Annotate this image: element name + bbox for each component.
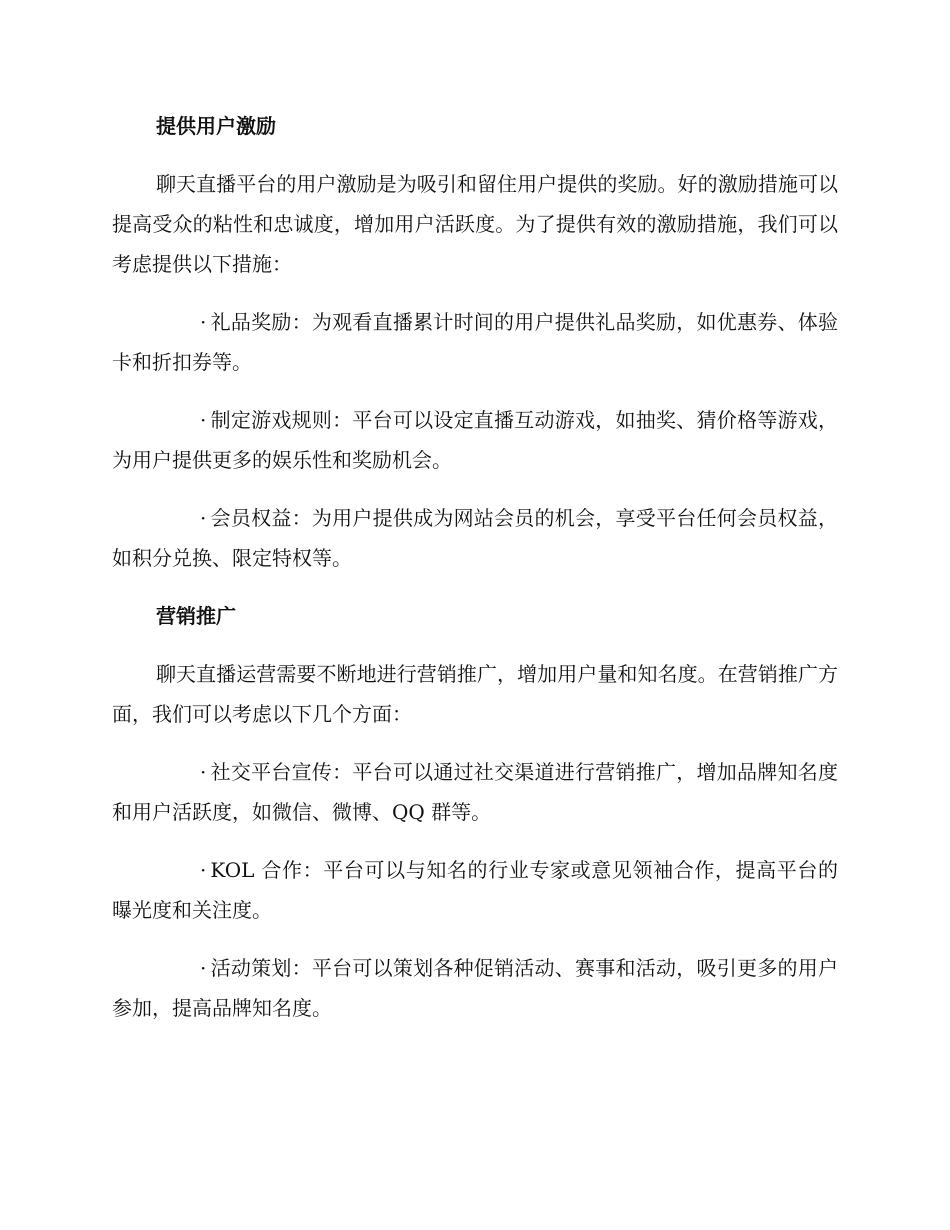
bullet-text: 制定游戏规则：平台可以设定直播互动游戏，如抽奖、猜价格等游戏，为用户提供更多的娱乐性和奖励机会。 [112, 408, 838, 472]
bullet-text: 社交平台宣传：平台可以通过社交渠道进行营销推广，增加品牌知名度和用户活跃度，如微信、微博、QQ 群等。 [112, 760, 838, 824]
section-intro-user-incentives: 聊天直播平台的用户激励是为吸引和留住用户提供的奖励。好的激励措施可以提高受众的粘性和忠诚度，增加用户活跃度。为了提供有效的激励措施，我们可以考虑提供以下措施： [112, 172, 838, 276]
bullet-marker: · [200, 408, 207, 432]
bullet-item [112, 400, 838, 480]
bullet-marker: · [200, 760, 207, 784]
bullet-item [112, 850, 838, 930]
section-heading-user-incentives: 提供用户激励 [156, 114, 276, 138]
bullet-text: KOL 合作：平台可以与知名的行业专家或意见领袖合作，提高平台的曝光度和关注度。 [112, 858, 838, 922]
bullet-item [112, 302, 838, 382]
section-heading-marketing: 营销推广 [156, 604, 236, 628]
bullet-marker: · [200, 506, 207, 530]
section-intro-marketing: 聊天直播运营需要不断地进行营销推广，增加用户量和知名度。在营销推广方面，我们可以考虑以下几个方面： [112, 662, 838, 726]
bullet-item [112, 948, 838, 1028]
bullet-marker: · [200, 310, 207, 334]
document-body [112, 106, 838, 1046]
bullet-item [112, 498, 838, 578]
bullet-item [112, 752, 838, 832]
bullet-text: 活动策划：平台可以策划各种促销活动、赛事和活动，吸引更多的用户参加，提高品牌知名度。 [112, 956, 838, 1020]
bullet-marker: · [200, 858, 207, 882]
bullet-text: 会员权益：为用户提供成为网站会员的机会，享受平台任何会员权益，如积分兑换、限定特权等。 [112, 506, 838, 570]
bullet-marker: · [200, 956, 207, 980]
bullet-text: 礼品奖励：为观看直播累计时间的用户提供礼品奖励，如优惠券、体验卡和折扣券等。 [112, 310, 838, 374]
